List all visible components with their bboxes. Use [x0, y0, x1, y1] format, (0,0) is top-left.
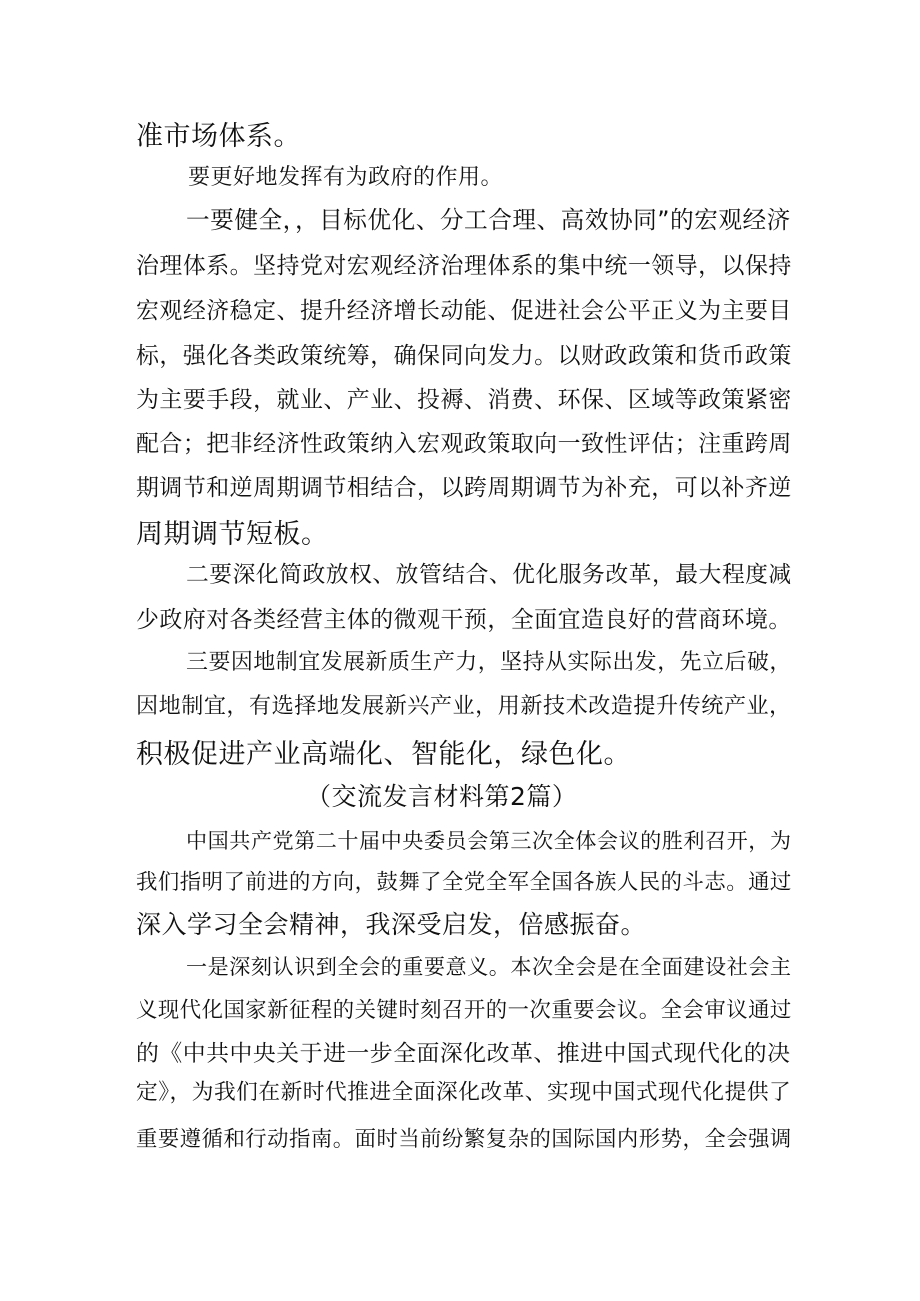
- paragraph-line: 治理体系。坚持党对宏观经济治理体系的集中统一领导，以保持: [136, 253, 792, 279]
- paragraph-line: 一是深刻认识到全会的重要意义。本次全会是在全面建设社会主: [186, 954, 792, 979]
- paragraph-line: 的《中共中央关于进一步全面深化改革、推进中国式现代化的决: [136, 1041, 791, 1067]
- paragraph-line: 配合；把非经济性政策纳入宏观政策取向一致性评估；注重跨周: [136, 431, 792, 457]
- paragraph-line: 定》，为我们在新时代推进全面深化改革、实现中国式现代化提供了: [136, 1080, 792, 1105]
- paragraph-line: 二要深化简政放权、放管结合、优化服务改革，最大程度减: [186, 562, 792, 588]
- paragraph-line: 深入学习全会精神，我深受启发，倍感振奋。: [136, 910, 647, 939]
- paragraph-line: 准市场体系。: [136, 121, 301, 152]
- paragraph-line: 重要遵循和行动指南。面时当前纷繁复杂的国际国内形势，全会强调: [136, 1127, 792, 1152]
- paragraph-line: 三要因地制宜发展新质生产力，坚持从实际出发，先立后破，: [186, 650, 792, 675]
- paragraph-line: 周期调节短板。: [136, 519, 329, 550]
- subheading: 要更好地发挥有为政府的作用。: [188, 165, 504, 190]
- paragraph-line: 积极促进产业高端化、智能化，绿色化。: [136, 739, 631, 770]
- paragraph-line: 我们指明了前进的方向，鼓舞了全党全军全国各族人民的斗志。通过: [136, 870, 792, 895]
- section-title: （交流发言材料第2篇）: [306, 782, 578, 811]
- paragraph-line: 一要健全，，目标优化、分工合理、高效协同”的宏观经济: [186, 206, 791, 234]
- paragraph-line: 因地制宜，有选择地发展新兴产业，用新技术改造提升传统产业，: [136, 693, 792, 719]
- paragraph-line: 标，强化各类政策统筹，确保同向发力。以财政政策和货币政策: [136, 343, 792, 369]
- paragraph-line: 义现代化国家新征程的关键时刻召开的一次重要会议。全会审议通过: [136, 998, 792, 1023]
- paragraph-line: 为主要手段，就业、产业、投褥、消费、环保、区域等政策紧密: [136, 387, 792, 413]
- paragraph-line: 少政府对各类经营主体的微观干预，全面宜造良好的营商环境。: [136, 607, 792, 633]
- paragraph-line: 期调节和逆周期调节相结合，以跨周期调节为补充，可以补齐逆: [136, 475, 792, 501]
- paragraph-line: 中国共产党第二十届中央委员会第三次全体会议的胜利召开，为: [186, 828, 792, 853]
- paragraph-line: 宏观经济稳定、提升经济增长动能、促进社会公平正义为主要目: [136, 298, 792, 324]
